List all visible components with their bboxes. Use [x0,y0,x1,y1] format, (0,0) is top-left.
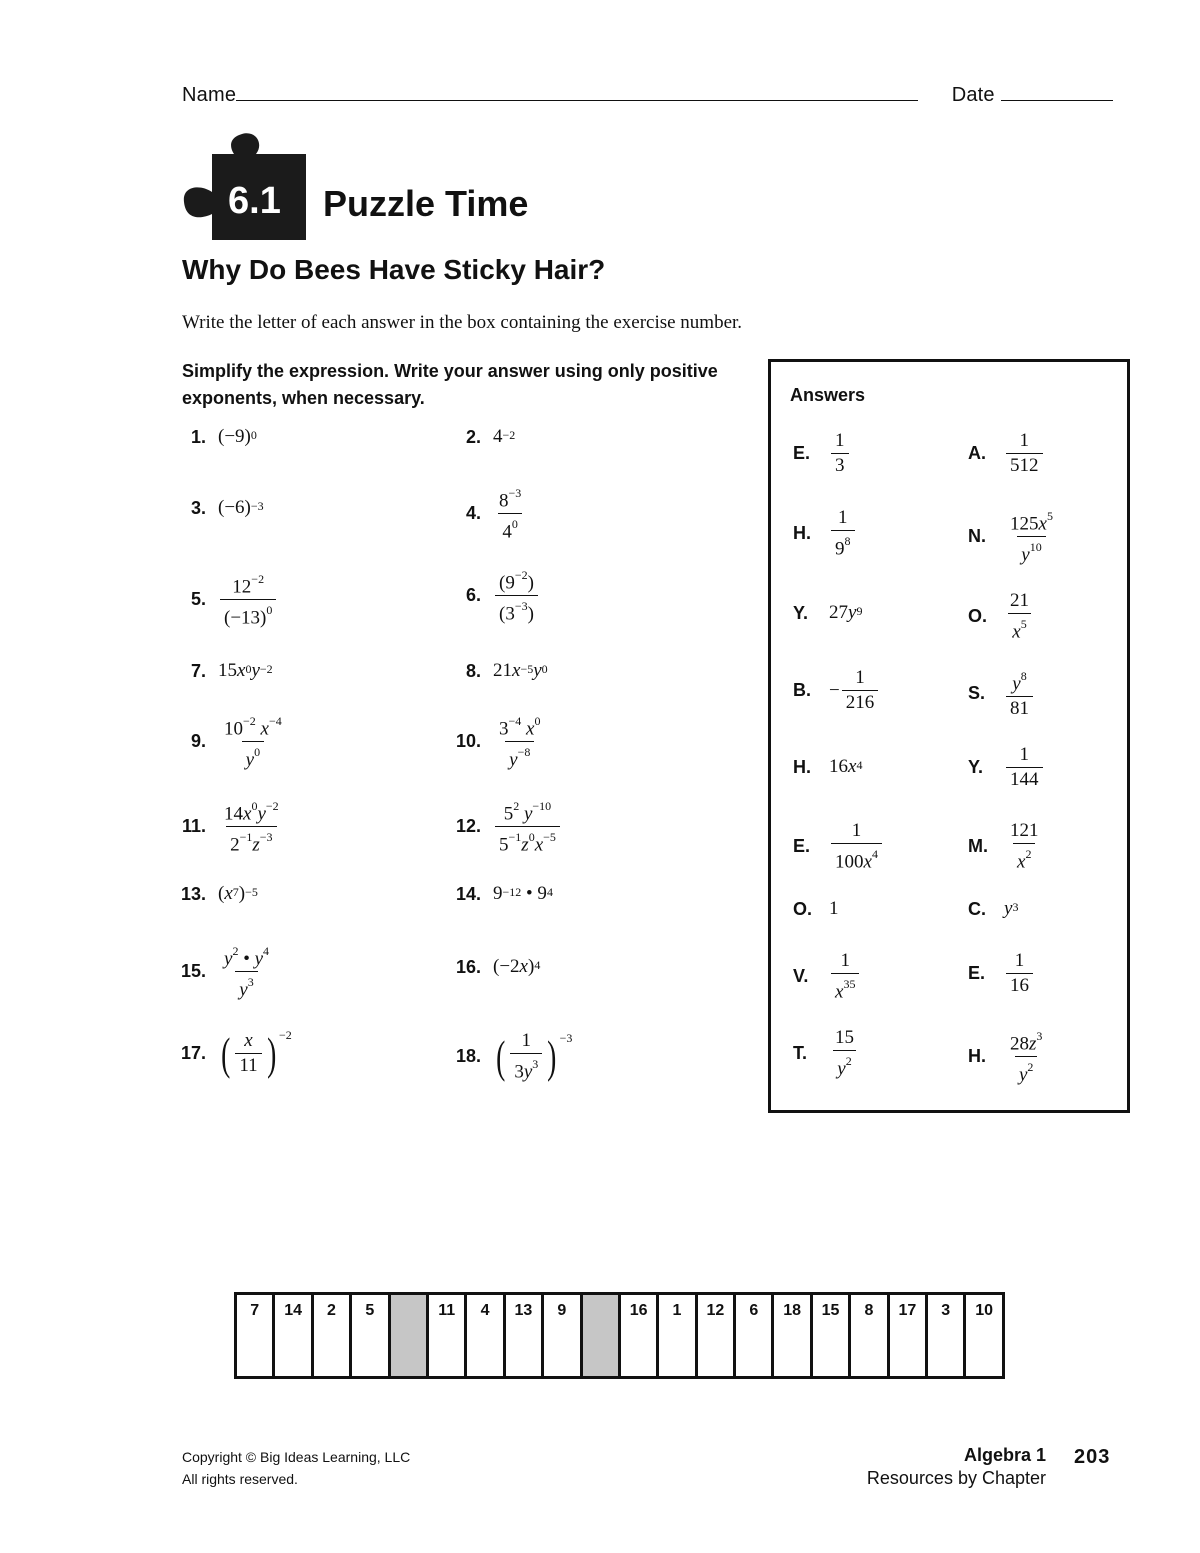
grid-spacer [391,1295,429,1376]
answer-H-1: H. $\frac{1}{9^8}$ [793,507,857,560]
answer-E-1: E. $\frac{1}{3}$ [793,430,851,477]
answer-Y-2: Y. $\frac{1}{144}$ [968,744,1045,791]
answer-B: B. − $\frac{1}{216}$ [793,667,880,714]
instructions: Write the letter of each answer in the box containing the exercise number. [182,312,743,333]
date-label: Date [951,84,995,106]
exercise-17: 17. ( $\frac{x}{11}$ ) $^{-2}$ [180,1027,292,1079]
grid-spacer [583,1295,621,1376]
grid-cell[interactable]: 17 [890,1295,928,1376]
name-label: Name [182,84,237,106]
answer-A: A. $\frac{1}{512}$ [968,430,1045,477]
exercise-3: 3. (−6) $^{-3}$ [190,497,264,518]
answer-N: N. $\frac{125x^5}{y^{10}}$ [968,509,1053,566]
grid-cell[interactable]: 3 [928,1295,966,1376]
answer-O-2: O. 1 [793,898,839,919]
grid-cell[interactable]: 18 [774,1295,812,1376]
answer-M: M. $\frac{121}{x^2}$ [968,820,1039,873]
exercise-5: 5. $\frac{12^{-2}}{(-13)^0}$ [166,570,278,630]
answers-title: Answers [790,385,866,405]
grid-cell[interactable]: 11 [429,1295,467,1376]
name-date-line [182,84,1113,107]
rights-text: All rights reserved. [182,1471,298,1487]
grid-cell[interactable]: 2 [314,1295,352,1376]
exercise-8: 8. 21 x $^{-5}$ y $^0$ [465,660,548,681]
answer-E-3: E. $\frac{1}{16}$ [968,950,1035,997]
grid-cell[interactable]: 15 [813,1295,851,1376]
grid-cell[interactable]: 1 [659,1295,697,1376]
exercise-16: 16. (−2 x ) $^4$ [455,956,541,977]
grid-cell[interactable]: 12 [698,1295,736,1376]
exercise-6: 6. $\frac{(9^{-2})}{(3^{-3})}$ [441,566,540,626]
book-title: Algebra 1 [963,1445,1046,1465]
book-info [850,1444,1046,1490]
exercise-15: 15. $\frac{y^2 • y^4}{y^3}$ [180,944,270,1001]
exercise-9: 9. $\frac{10^{-2} x^{-4}}{y^0}$ [190,714,282,771]
exercise-4: 4. $\frac{8^{-3}}{4^0}$ [465,486,522,543]
exercise-18: 18. ( $\frac{1}{3y^3}$ ) $^{-3}$ [455,1030,573,1083]
answer-E-2: E. $\frac{1}{100x^4}$ [793,820,884,873]
answer-O-1: O. $\frac{21}{x^5}$ [968,590,1029,643]
section-number: 6.1 [228,180,281,222]
answer-H-2: H. 16 x $^4$ [793,756,863,777]
exercise-12: 12. $\frac{5^2 y^{-10}}{5^{-1}z^0x^{-5}}$ [441,797,562,857]
grid-cell[interactable]: 7 [237,1295,275,1376]
grid-cell[interactable]: 5 [352,1295,390,1376]
answer-Y-1: Y. 27 y $^9$ [793,602,863,623]
grid-cell[interactable]: 16 [621,1295,659,1376]
exercise-14: 14. 9 $^{-12}$ • 9 $^4$ [455,883,553,904]
grid-cell[interactable]: 9 [544,1295,582,1376]
name-field[interactable] [236,86,918,101]
grid-cell[interactable]: 4 [467,1295,505,1376]
directions: Simplify the expression. Write your answer using only positive exponents, when necessary. [182,361,718,408]
answer-S: S. $\frac{y^8}{81}$ [968,667,1035,720]
copyright [182,1446,410,1490]
grid-cell[interactable]: 8 [851,1295,889,1376]
page-number: 203 [1074,1446,1111,1468]
exercise-10: 10. $\frac{3^{-4} x^0}{y^{-8}}$ [455,714,541,771]
exercise-11: 11. $\frac{14x^0y^{-2}}{2^{-1}z^{-3}}$ [181,799,279,856]
exercise-7: 7. 15 x $^0$ y $^{-2}$ [190,660,273,681]
exercise-1: 1. (−9) $^0$ [190,426,257,447]
copyright-text: Copyright © Big Ideas Learning, LLC [182,1449,411,1465]
grid-cell[interactable]: 6 [736,1295,774,1376]
grid-cell[interactable]: 10 [966,1295,1004,1376]
date-field[interactable] [1001,86,1113,101]
grid-cell[interactable]: 14 [275,1295,313,1376]
answer-V: V. $\frac{1}{x^{35}}$ [793,950,861,1003]
puzzle-question: Why Do Bees Have Sticky Hair? [182,254,606,285]
answer-T: T. $\frac{15}{y^2}$ [793,1027,854,1080]
exercise-2: 2. 4 $^{-2}$ [465,426,516,447]
answer-C: C. y $^3$ [968,898,1019,919]
page-title: Puzzle Time [323,183,529,224]
book-subtitle: Resources by Chapter [866,1468,1046,1488]
answer-grid [234,1292,1005,1379]
grid-cell[interactable]: 13 [506,1295,544,1376]
exercise-13: 13. ( x $^7$ ) $^{-5}$ [180,883,258,904]
answer-H-3: H. $\frac{28z^3}{y^2}$ [968,1029,1043,1086]
